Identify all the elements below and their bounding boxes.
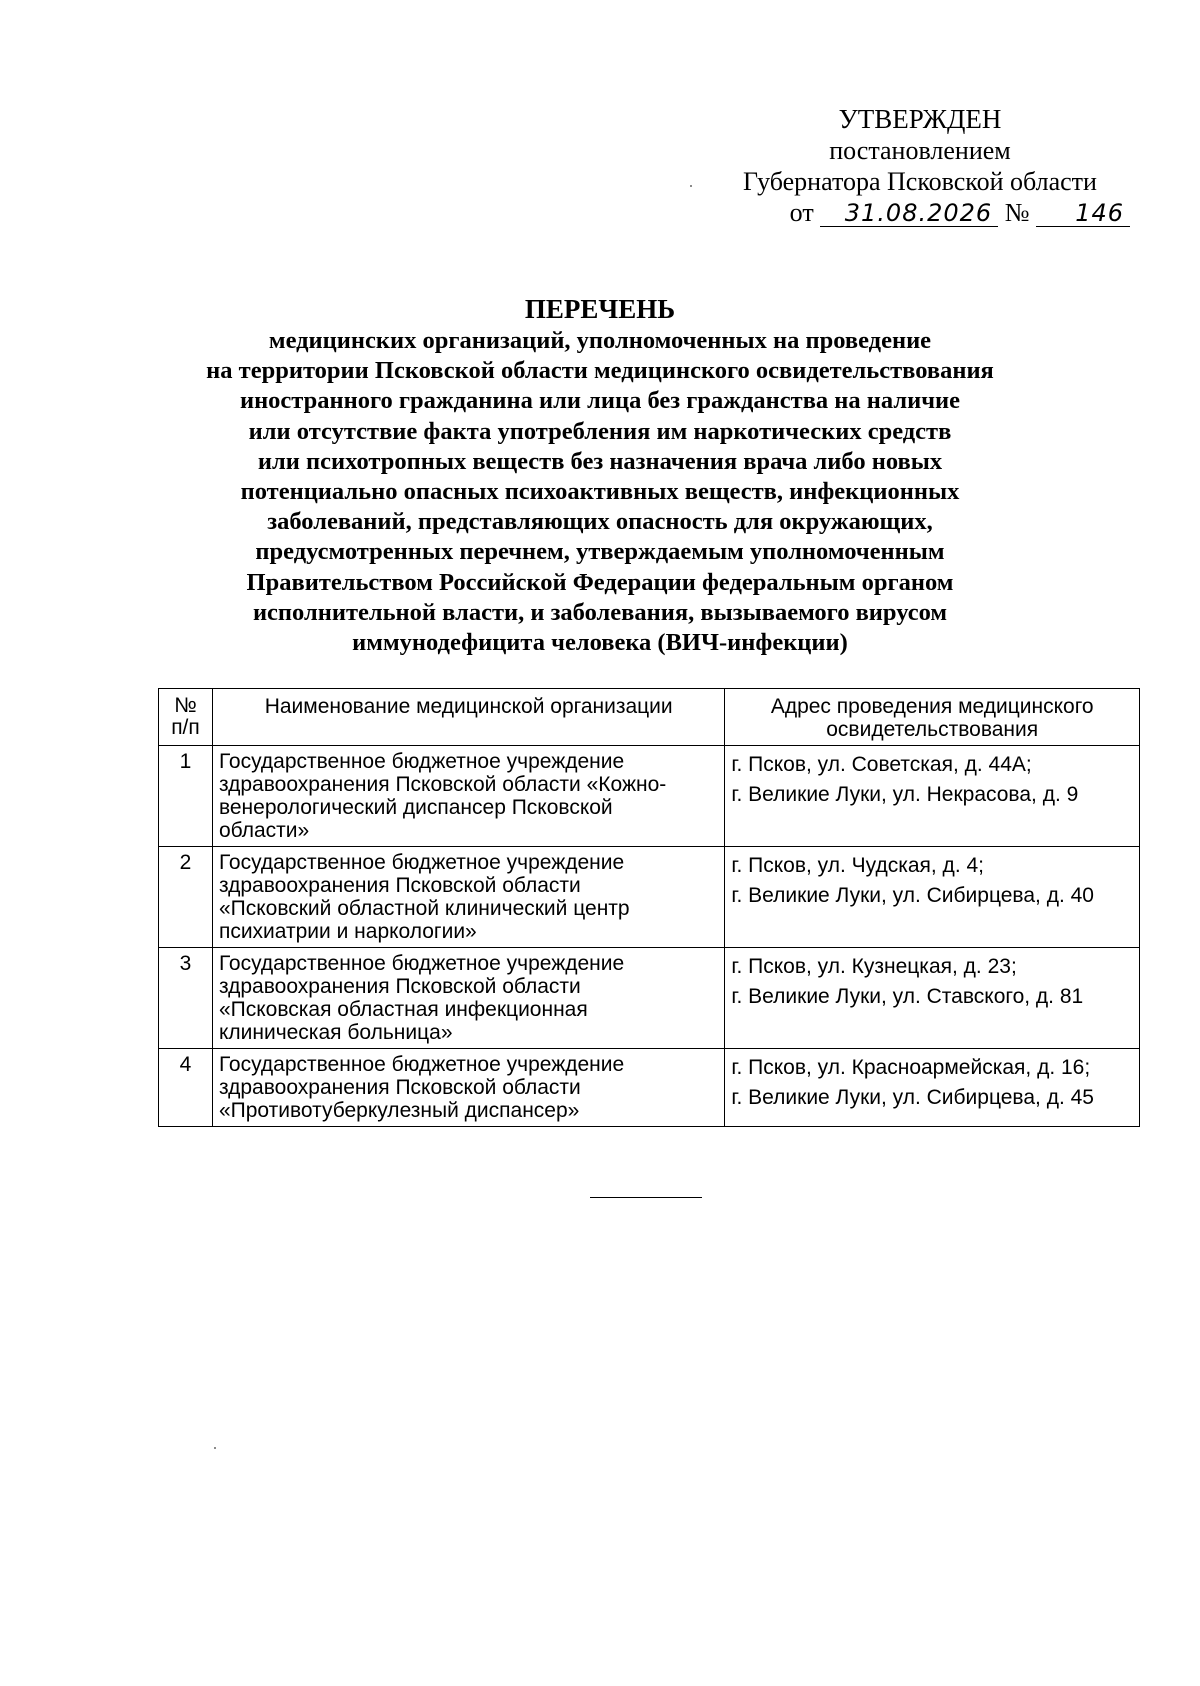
title-main: ПЕРЕЧЕНЬ [524, 294, 676, 324]
date-prefix: от [789, 198, 814, 227]
organization-name-line: психиатрии и наркологии» [218, 920, 477, 943]
address-line: г. Великие Луки, ул. Сибирцева, д. 45 [731, 1086, 1094, 1109]
title-line: потенциально опасных психоактивных веществ, инфекционных [240, 478, 960, 506]
address-line: г. Великие Луки, ул. Некрасова, д. 9 [731, 783, 1079, 806]
title-description [130, 326, 1070, 658]
organization-name [212, 746, 724, 847]
organization-name-line: Государственное бюджетное учреждение [218, 851, 625, 874]
header-number-line: п/п [171, 716, 200, 739]
title-line: на территории Псковской области медицинского освидетельствования [206, 357, 994, 385]
header-address-line: Адрес проведения медицинского [770, 695, 1094, 718]
organization-name-line: Государственное бюджетное учреждение [218, 1053, 625, 1076]
scan-speck [690, 185, 692, 187]
organization-name-line: Государственное бюджетное учреждение [218, 750, 625, 773]
address-line: г. Великие Луки, ул. Ставского, д. 81 [731, 985, 1084, 1008]
header-address-line: освидетельствования [826, 718, 1039, 741]
approval-line-1: постановлением [829, 136, 1011, 165]
table-row [159, 948, 1140, 1049]
scan-speck [214, 1447, 216, 1449]
organization-name-line: здравоохранения Псковской области [218, 975, 581, 998]
row-number: 3 [159, 948, 213, 1049]
organization-name-line: здравоохранения Псковской области «Кожно- [218, 773, 667, 796]
title-line: или психотропных веществ без назначения врача либо новых [257, 447, 943, 475]
address-line: г. Псков, ул. Кузнецкая, д. 23; [731, 955, 1017, 978]
table-row [159, 1049, 1140, 1127]
title-line: медицинских организаций, уполномоченных на проведение [268, 327, 932, 354]
organization-name-line: «Псковский областной клинический центр [218, 897, 630, 920]
end-of-document-rule [590, 1197, 702, 1198]
title-line: иммунодефицита человека (ВИЧ-инфекции) [352, 629, 848, 657]
organization-name-line: венерологический диспансер Псковской [218, 796, 613, 819]
title-line: иностранного гражданина или лица без гражданства на наличие [239, 387, 961, 415]
address-line: г. Псков, ул. Советская, д. 44А; [731, 753, 1032, 776]
organization-name-line: «Противотуберкулезный диспансер» [218, 1099, 580, 1122]
organization-name-line: Государственное бюджетное учреждение [218, 952, 625, 975]
address-line: г. Великие Луки, ул. Сибирцева, д. 40 [731, 884, 1094, 907]
organization-name [212, 847, 724, 948]
header-address [725, 689, 1140, 746]
table-row [159, 746, 1140, 847]
organization-address [725, 948, 1140, 1049]
handwritten-date: 31.08.2026 [820, 200, 998, 227]
title-line: заболеваний, представляющих опасность для окружающих, [267, 508, 933, 536]
organization-name-line: области» [218, 819, 310, 842]
row-number: 1 [159, 746, 213, 847]
row-number: 4 [159, 1049, 213, 1127]
organization-address [725, 847, 1140, 948]
approval-heading: УТВЕРЖДЕН [838, 104, 1002, 134]
address-line: г. Псков, ул. Красноармейская, д. 16; [731, 1056, 1091, 1079]
approval-stamp [700, 104, 1140, 228]
number-sign: № [1004, 198, 1030, 227]
organization-name-line: здравоохранения Псковской области [218, 1076, 581, 1099]
organization-address [725, 746, 1140, 847]
header-number-line: № [174, 694, 197, 717]
organization-name-line: «Псковская областная инфекционная [218, 998, 588, 1021]
organization-name [212, 948, 724, 1049]
organization-name-line: клиническая больница» [218, 1021, 453, 1044]
title-line: исполнительной власти, и заболевания, вызываемого вирусом [252, 598, 948, 626]
organization-address [725, 1049, 1140, 1127]
handwritten-number: 146 [1036, 200, 1130, 227]
row-number: 2 [159, 847, 213, 948]
organization-name [212, 1049, 724, 1127]
table-row [159, 847, 1140, 948]
title-line: или отсутствие факта употребления им наркотических средств [248, 417, 952, 445]
organizations-table [158, 688, 1140, 1127]
approval-date-line [700, 197, 1140, 228]
title-line: Правительством Российской Федерации федеральным органом [246, 568, 954, 596]
title-line: предусмотренных перечнем, утверждаемым уполномоченным [255, 538, 945, 566]
header-name: Наименование медицинской организации [212, 689, 724, 746]
document-title [130, 292, 1070, 658]
header-number [159, 689, 213, 746]
organization-name-line: здравоохранения Псковской области [218, 874, 581, 897]
address-line: г. Псков, ул. Чудская, д. 4; [731, 854, 984, 877]
approval-line-2: Губернатора Псковской области [743, 167, 1097, 196]
table-header-row [159, 689, 1140, 746]
